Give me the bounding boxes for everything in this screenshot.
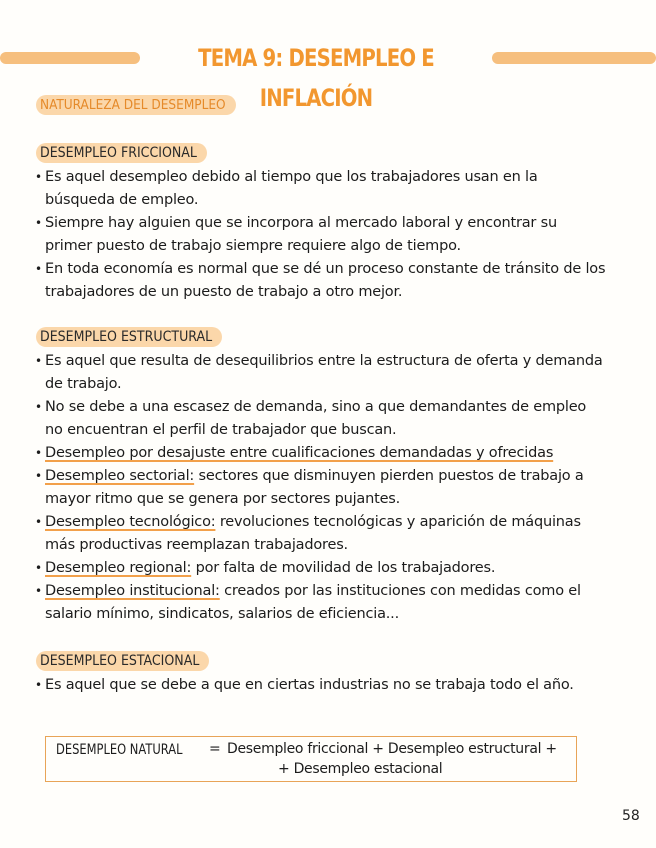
type-term: Desempleo por desajuste entre cualificaciones demandadas y ofrecidas <box>45 445 554 461</box>
formula-line-1: Desempleo friccional + Desempleo estructural + <box>227 741 557 757</box>
list-item: • En toda economía es normal que se dé un proceso constante de tránsito de los trabajadores de un puesto de trabajo a otro mejor. <box>36 258 606 304</box>
estacional-list <box>36 674 606 697</box>
list-item <box>36 580 606 626</box>
formula-equals: = <box>209 741 221 757</box>
list-item <box>36 442 606 465</box>
page-number: 58 <box>622 808 640 824</box>
type-desc: revoluciones tecnológicas y aparición de máquinas más productivas reemplazan trabajadores. <box>45 514 581 553</box>
formula-box <box>45 736 577 782</box>
list-item <box>36 557 606 580</box>
title-decor-right <box>492 52 656 64</box>
list-item: • No se debe a una escasez de demanda, sino a que demandantes de empleo no encuentran el perfil de trabajador que buscan. <box>36 396 606 442</box>
list-item: • Siempre hay alguien que se incorpora al mercado laboral y encontrar su primer puesto de trabajo siempre requiere algo de tiempo. <box>36 212 606 258</box>
list-item: • Es aquel que se debe a que en ciertas industrias no se trabaja todo el año. <box>36 674 606 697</box>
section-heading-naturaleza: NATURALEZA DEL DESEMPLEO <box>36 95 236 115</box>
list-item: • Es aquel que resulta de desequilibrios entre la estructura de oferta y demanda de trabajo. <box>36 350 606 396</box>
heading-friccional: DESEMPLEO FRICCIONAL <box>36 143 207 163</box>
formula-label: DESEMPLEO NATURAL <box>56 742 183 758</box>
list-item: • Es aquel desempleo debido al tiempo que los trabajadores usan en la búsqueda de empleo. <box>36 166 606 212</box>
type-term: Desempleo sectorial: <box>45 468 195 484</box>
type-term: Desempleo institucional: <box>45 583 220 599</box>
type-desc: por falta de movilidad de los trabajadores. <box>191 560 496 576</box>
title-decor-left <box>0 52 140 64</box>
page-title: TEMA 9: DESEMPLEO E INFLACIÓN <box>198 44 434 112</box>
estructural-list <box>36 350 606 626</box>
heading-estructural: DESEMPLEO ESTRUCTURAL <box>36 327 222 347</box>
list-item <box>36 465 606 511</box>
list-item <box>36 511 606 557</box>
type-term: Desempleo tecnológico: <box>45 514 216 530</box>
type-desc: creados por las instituciones con medidas como el salario mínimo, sindicatos, salarios de eficiencia... <box>45 583 581 622</box>
type-term: Desempleo regional: <box>45 560 192 576</box>
friccional-list <box>36 166 606 304</box>
formula-line-2: + Desempleo estacional <box>278 761 443 777</box>
heading-estacional: DESEMPLEO ESTACIONAL <box>36 651 209 671</box>
type-desc: sectores que disminuyen pierden puestos de trabajo a mayor ritmo que se genera por sectores pujantes. <box>45 468 584 507</box>
